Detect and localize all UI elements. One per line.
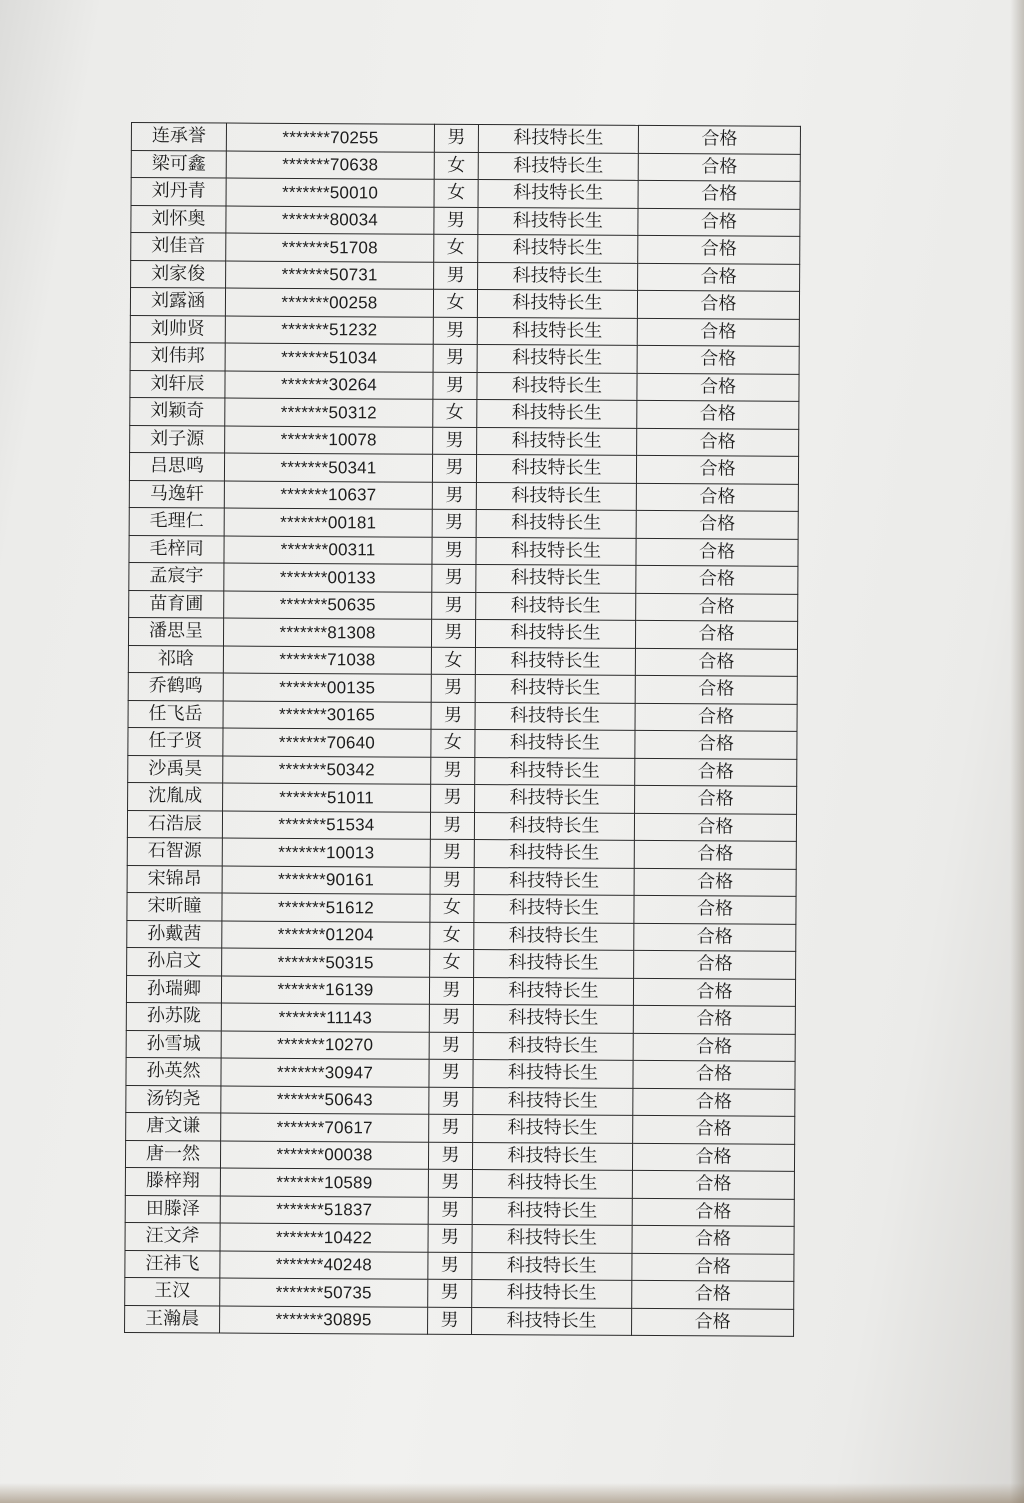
result-cell: 合格 bbox=[634, 923, 796, 951]
result-cell: 合格 bbox=[632, 1198, 794, 1226]
name-cell: 田滕泽 bbox=[125, 1195, 220, 1223]
gender-cell: 女 bbox=[433, 399, 477, 427]
gender-cell: 男 bbox=[428, 1307, 472, 1335]
table-row bbox=[128, 672, 797, 703]
result-cell: 合格 bbox=[638, 263, 800, 291]
id-number-cell: *******00135 bbox=[223, 673, 431, 702]
gender-cell: 男 bbox=[432, 537, 476, 565]
gender-cell: 女 bbox=[433, 289, 477, 317]
name-cell: 滕梓翔 bbox=[125, 1167, 220, 1195]
id-number-cell: *******10422 bbox=[220, 1223, 428, 1252]
category-cell: 科技特长生 bbox=[473, 1032, 633, 1060]
table-row bbox=[128, 617, 797, 648]
table-row bbox=[128, 727, 797, 758]
name-cell: 孙启文 bbox=[127, 947, 222, 975]
result-cell: 合格 bbox=[637, 400, 799, 428]
name-cell: 孙戴茜 bbox=[127, 920, 222, 948]
id-number-cell: *******51708 bbox=[226, 233, 434, 262]
name-cell: 沙禹昊 bbox=[128, 755, 223, 783]
category-cell: 科技特长生 bbox=[472, 1224, 632, 1252]
result-cell: 合格 bbox=[634, 868, 796, 896]
gender-cell: 男 bbox=[428, 1279, 472, 1307]
category-cell: 科技特长生 bbox=[476, 592, 636, 620]
gender-cell: 男 bbox=[432, 454, 476, 482]
id-number-cell: *******70617 bbox=[221, 1113, 429, 1142]
result-cell: 合格 bbox=[636, 593, 798, 621]
gender-cell: 男 bbox=[428, 1169, 472, 1197]
gender-cell: 男 bbox=[434, 262, 478, 290]
result-cell: 合格 bbox=[636, 565, 798, 593]
category-cell: 科技特长生 bbox=[477, 372, 637, 400]
table-row bbox=[131, 150, 800, 181]
gender-cell: 男 bbox=[431, 702, 475, 730]
gender-cell: 男 bbox=[429, 977, 473, 1005]
table-row bbox=[128, 645, 797, 676]
result-cell: 合格 bbox=[637, 345, 799, 373]
id-number-cell: *******50312 bbox=[225, 398, 433, 427]
gender-cell: 男 bbox=[429, 1004, 473, 1032]
id-number-cell: *******30264 bbox=[225, 371, 433, 400]
table-row bbox=[127, 837, 796, 868]
category-cell: 科技特长生 bbox=[473, 1059, 633, 1087]
category-cell: 科技特长生 bbox=[474, 839, 634, 867]
result-cell: 合格 bbox=[634, 895, 796, 923]
result-cell: 合格 bbox=[632, 1253, 794, 1281]
table-row bbox=[130, 315, 799, 346]
gender-cell: 男 bbox=[428, 1224, 472, 1252]
category-cell: 科技特长生 bbox=[476, 482, 636, 510]
category-cell: 科技特长生 bbox=[475, 702, 635, 730]
id-number-cell: *******10637 bbox=[224, 481, 432, 510]
name-cell: 毛梓同 bbox=[129, 535, 224, 563]
table-row bbox=[128, 700, 797, 731]
name-cell: 沈胤成 bbox=[128, 782, 223, 810]
result-cell: 合格 bbox=[635, 703, 797, 731]
result-cell: 合格 bbox=[633, 1115, 795, 1143]
name-cell: 潘思呈 bbox=[128, 617, 223, 645]
id-number-cell: *******10078 bbox=[225, 426, 433, 455]
id-number-cell: *******51534 bbox=[222, 811, 430, 840]
category-cell: 科技特长生 bbox=[473, 1004, 633, 1032]
gender-cell: 男 bbox=[432, 509, 476, 537]
id-number-cell: *******10270 bbox=[221, 1031, 429, 1060]
name-cell: 刘露涵 bbox=[130, 288, 225, 316]
table-row bbox=[131, 233, 800, 264]
name-cell: 刘家俊 bbox=[131, 260, 226, 288]
name-cell: 孙瑞卿 bbox=[126, 975, 221, 1003]
category-cell: 科技特长生 bbox=[472, 1307, 632, 1335]
gender-cell: 男 bbox=[431, 784, 475, 812]
name-cell: 任子贤 bbox=[128, 727, 223, 755]
result-cell: 合格 bbox=[637, 428, 799, 456]
result-cell: 合格 bbox=[637, 373, 799, 401]
name-cell: 石智源 bbox=[127, 837, 222, 865]
table-row bbox=[129, 562, 798, 593]
name-cell: 刘颖奇 bbox=[130, 397, 225, 425]
id-number-cell: *******00038 bbox=[220, 1141, 428, 1170]
category-cell: 科技特长生 bbox=[478, 234, 638, 262]
table-row bbox=[126, 975, 795, 1006]
name-cell: 刘怀奥 bbox=[131, 205, 226, 233]
id-number-cell: *******80034 bbox=[226, 206, 434, 235]
gender-cell: 男 bbox=[431, 757, 475, 785]
name-cell: 孙英然 bbox=[126, 1057, 221, 1085]
category-cell: 科技特长生 bbox=[478, 262, 638, 290]
id-number-cell: *******70640 bbox=[223, 728, 431, 757]
result-cell: 合格 bbox=[633, 978, 795, 1006]
name-cell: 孙苏陇 bbox=[126, 1002, 221, 1030]
id-number-cell: *******01204 bbox=[222, 921, 430, 950]
table-row bbox=[130, 425, 799, 456]
name-cell: 汤钧尧 bbox=[126, 1085, 221, 1113]
table-row bbox=[130, 370, 799, 401]
id-number-cell: *******30895 bbox=[220, 1306, 428, 1335]
table-row bbox=[128, 782, 797, 813]
result-cell: 合格 bbox=[634, 950, 796, 978]
table-row bbox=[130, 397, 799, 428]
name-cell: 连承誉 bbox=[131, 123, 226, 151]
category-cell: 科技特长生 bbox=[476, 564, 636, 592]
category-cell: 科技特长生 bbox=[478, 207, 638, 235]
name-cell: 孟宸宇 bbox=[129, 562, 224, 590]
gender-cell: 男 bbox=[434, 207, 478, 235]
gender-cell: 男 bbox=[434, 124, 478, 152]
table-row bbox=[131, 205, 800, 236]
id-number-cell: *******51034 bbox=[225, 343, 433, 372]
gender-cell: 男 bbox=[429, 1087, 473, 1115]
table-row bbox=[130, 342, 799, 373]
table-row bbox=[125, 1167, 794, 1198]
id-number-cell: *******70638 bbox=[226, 151, 434, 180]
result-cell: 合格 bbox=[638, 208, 800, 236]
gender-cell: 男 bbox=[429, 1114, 473, 1142]
result-cell: 合格 bbox=[635, 730, 797, 758]
result-cell: 合格 bbox=[635, 758, 797, 786]
id-number-cell: *******10589 bbox=[220, 1168, 428, 1197]
name-cell: 刘丹青 bbox=[131, 178, 226, 206]
table-row bbox=[127, 810, 796, 841]
category-cell: 科技特长生 bbox=[475, 729, 635, 757]
category-cell: 科技特长生 bbox=[472, 1142, 632, 1170]
gender-cell: 男 bbox=[428, 1142, 472, 1170]
name-cell: 汪文斧 bbox=[125, 1222, 220, 1250]
result-cell: 合格 bbox=[634, 813, 796, 841]
result-cell: 合格 bbox=[638, 153, 800, 181]
table-row bbox=[125, 1305, 794, 1336]
id-number-cell: *******40248 bbox=[220, 1251, 428, 1280]
id-number-cell: *******50731 bbox=[226, 261, 434, 290]
table-row bbox=[126, 1085, 795, 1116]
category-cell: 科技特长生 bbox=[474, 922, 634, 950]
table-row bbox=[129, 590, 798, 621]
table-row bbox=[125, 1222, 794, 1253]
name-cell: 吕思鸣 bbox=[129, 452, 224, 480]
result-cell: 合格 bbox=[634, 840, 796, 868]
id-number-cell: *******51837 bbox=[220, 1196, 428, 1225]
category-cell: 科技特长生 bbox=[478, 125, 638, 153]
result-cell: 合格 bbox=[638, 180, 800, 208]
gender-cell: 女 bbox=[434, 179, 478, 207]
gender-cell: 男 bbox=[428, 1197, 472, 1225]
id-number-cell: *******16139 bbox=[221, 976, 429, 1005]
result-cell: 合格 bbox=[633, 1005, 795, 1033]
category-cell: 科技特长生 bbox=[472, 1169, 632, 1197]
result-cell: 合格 bbox=[635, 785, 797, 813]
result-cell: 合格 bbox=[632, 1143, 794, 1171]
result-cell: 合格 bbox=[632, 1280, 794, 1308]
id-number-cell: *******50635 bbox=[224, 591, 432, 620]
table-row bbox=[125, 1140, 794, 1171]
name-cell: 任飞岳 bbox=[128, 700, 223, 728]
result-cell: 合格 bbox=[635, 675, 797, 703]
gender-cell: 女 bbox=[434, 152, 478, 180]
gender-cell: 女 bbox=[430, 894, 474, 922]
category-cell: 科技特长生 bbox=[475, 674, 635, 702]
table-row bbox=[131, 178, 800, 209]
name-cell: 毛理仁 bbox=[129, 507, 224, 535]
category-cell: 科技特长生 bbox=[474, 867, 634, 895]
name-cell: 王瀚晨 bbox=[125, 1305, 220, 1333]
result-cell: 合格 bbox=[635, 648, 797, 676]
category-cell: 科技特长生 bbox=[476, 509, 636, 537]
id-number-cell: *******00181 bbox=[224, 508, 432, 537]
result-cell: 合格 bbox=[632, 1170, 794, 1198]
category-cell: 科技特长生 bbox=[474, 894, 634, 922]
id-number-cell: *******00258 bbox=[225, 288, 433, 317]
id-number-cell: *******50342 bbox=[223, 756, 431, 785]
name-cell: 梁可鑫 bbox=[131, 150, 226, 178]
result-cell: 合格 bbox=[637, 318, 799, 346]
id-number-cell: *******90161 bbox=[222, 866, 430, 895]
category-cell: 科技特长生 bbox=[472, 1252, 632, 1280]
category-cell: 科技特长生 bbox=[477, 344, 637, 372]
table-row bbox=[125, 1277, 794, 1308]
id-number-cell: *******50643 bbox=[221, 1086, 429, 1115]
gender-cell: 男 bbox=[433, 344, 477, 372]
category-cell: 科技特长生 bbox=[476, 454, 636, 482]
table-row bbox=[127, 920, 796, 951]
gender-cell: 女 bbox=[430, 922, 474, 950]
table-row bbox=[131, 123, 800, 154]
gender-cell: 男 bbox=[430, 839, 474, 867]
name-cell: 马逸轩 bbox=[129, 480, 224, 508]
roster-body bbox=[125, 123, 801, 1337]
paper-edge-shadow-bottom bbox=[0, 1483, 1024, 1503]
name-cell: 刘佳音 bbox=[131, 233, 226, 261]
name-cell: 苗育圃 bbox=[129, 590, 224, 618]
table-row bbox=[128, 755, 797, 786]
id-number-cell: *******51011 bbox=[223, 783, 431, 812]
id-number-cell: *******00133 bbox=[224, 563, 432, 592]
category-cell: 科技特长生 bbox=[478, 152, 638, 180]
gender-cell: 男 bbox=[432, 592, 476, 620]
result-cell: 合格 bbox=[635, 620, 797, 648]
table-row bbox=[129, 507, 798, 538]
id-number-cell: *******30947 bbox=[221, 1058, 429, 1087]
result-cell: 合格 bbox=[633, 1060, 795, 1088]
category-cell: 科技特长生 bbox=[473, 1114, 633, 1142]
category-cell: 科技特长生 bbox=[475, 757, 635, 785]
category-cell: 科技特长生 bbox=[475, 784, 635, 812]
gender-cell: 男 bbox=[428, 1252, 472, 1280]
category-cell: 科技特长生 bbox=[472, 1279, 632, 1307]
table-row bbox=[126, 1030, 795, 1061]
table-row bbox=[125, 1195, 794, 1226]
result-cell: 合格 bbox=[636, 455, 798, 483]
gender-cell: 男 bbox=[431, 619, 475, 647]
gender-cell: 男 bbox=[429, 1032, 473, 1060]
table-row bbox=[126, 1057, 795, 1088]
gender-cell: 男 bbox=[432, 482, 476, 510]
table-row bbox=[126, 1002, 795, 1033]
category-cell: 科技特长生 bbox=[477, 399, 637, 427]
result-cell: 合格 bbox=[636, 483, 798, 511]
result-cell: 合格 bbox=[636, 510, 798, 538]
name-cell: 唐一然 bbox=[125, 1140, 220, 1168]
table-row bbox=[129, 452, 798, 483]
name-cell: 刘子源 bbox=[130, 425, 225, 453]
name-cell: 祁晗 bbox=[128, 645, 223, 673]
name-cell: 宋昕瞳 bbox=[127, 892, 222, 920]
name-cell: 王汉 bbox=[125, 1277, 220, 1305]
gender-cell: 男 bbox=[430, 812, 474, 840]
id-number-cell: *******00311 bbox=[224, 536, 432, 565]
id-number-cell: *******10013 bbox=[222, 838, 430, 867]
id-number-cell: *******51612 bbox=[222, 893, 430, 922]
name-cell: 乔鹤鸣 bbox=[128, 672, 223, 700]
category-cell: 科技特长生 bbox=[476, 537, 636, 565]
category-cell: 科技特长生 bbox=[475, 647, 635, 675]
id-number-cell: *******81308 bbox=[223, 618, 431, 647]
result-cell: 合格 bbox=[638, 235, 800, 263]
name-cell: 刘轩辰 bbox=[130, 370, 225, 398]
result-cell: 合格 bbox=[638, 125, 800, 153]
gender-cell: 男 bbox=[429, 1059, 473, 1087]
name-cell: 石浩辰 bbox=[127, 810, 222, 838]
gender-cell: 男 bbox=[432, 564, 476, 592]
result-cell: 合格 bbox=[633, 1033, 795, 1061]
gender-cell: 女 bbox=[430, 949, 474, 977]
result-cell: 合格 bbox=[632, 1225, 794, 1253]
gender-cell: 男 bbox=[433, 317, 477, 345]
name-cell: 孙雪城 bbox=[126, 1030, 221, 1058]
category-cell: 科技特长生 bbox=[477, 317, 637, 345]
category-cell: 科技特长生 bbox=[473, 1087, 633, 1115]
table-row bbox=[129, 535, 798, 566]
category-cell: 科技特长生 bbox=[472, 1197, 632, 1225]
gender-cell: 女 bbox=[431, 647, 475, 675]
id-number-cell: *******50341 bbox=[224, 453, 432, 482]
category-cell: 科技特长生 bbox=[474, 812, 634, 840]
gender-cell: 女 bbox=[431, 729, 475, 757]
category-cell: 科技特长生 bbox=[477, 427, 637, 455]
gender-cell: 男 bbox=[431, 674, 475, 702]
id-number-cell: *******71038 bbox=[223, 646, 431, 675]
table-row bbox=[126, 1112, 795, 1143]
table-row bbox=[125, 1250, 794, 1281]
id-number-cell: *******70255 bbox=[226, 123, 434, 152]
gender-cell: 男 bbox=[433, 427, 477, 455]
name-cell: 汪祎飞 bbox=[125, 1250, 220, 1278]
name-cell: 刘伟邦 bbox=[130, 342, 225, 370]
id-number-cell: *******50010 bbox=[226, 178, 434, 207]
table-row bbox=[129, 480, 798, 511]
gender-cell: 女 bbox=[434, 234, 478, 262]
table-row bbox=[127, 865, 796, 896]
table-row bbox=[131, 260, 800, 291]
id-number-cell: *******11143 bbox=[221, 1003, 429, 1032]
result-cell: 合格 bbox=[637, 290, 799, 318]
category-cell: 科技特长生 bbox=[478, 180, 638, 208]
gender-cell: 男 bbox=[430, 867, 474, 895]
name-cell: 唐文谦 bbox=[126, 1112, 221, 1140]
paper-edge-shadow-right bbox=[1010, 0, 1024, 1503]
table-row bbox=[127, 947, 796, 978]
result-cell: 合格 bbox=[632, 1308, 794, 1336]
category-cell: 科技特长生 bbox=[475, 619, 635, 647]
category-cell: 科技特长生 bbox=[473, 977, 633, 1005]
name-cell: 刘帅贤 bbox=[130, 315, 225, 343]
id-number-cell: *******51232 bbox=[225, 316, 433, 345]
result-cell: 合格 bbox=[636, 538, 798, 566]
result-cell: 合格 bbox=[633, 1088, 795, 1116]
id-number-cell: *******50315 bbox=[222, 948, 430, 977]
category-cell: 科技特长生 bbox=[477, 289, 637, 317]
roster-table bbox=[124, 122, 801, 1337]
name-cell: 宋锦昂 bbox=[127, 865, 222, 893]
category-cell: 科技特长生 bbox=[474, 949, 634, 977]
id-number-cell: *******30165 bbox=[223, 701, 431, 730]
table-row bbox=[130, 288, 799, 319]
table-row bbox=[127, 892, 796, 923]
id-number-cell: *******50735 bbox=[220, 1278, 428, 1307]
gender-cell: 男 bbox=[433, 372, 477, 400]
